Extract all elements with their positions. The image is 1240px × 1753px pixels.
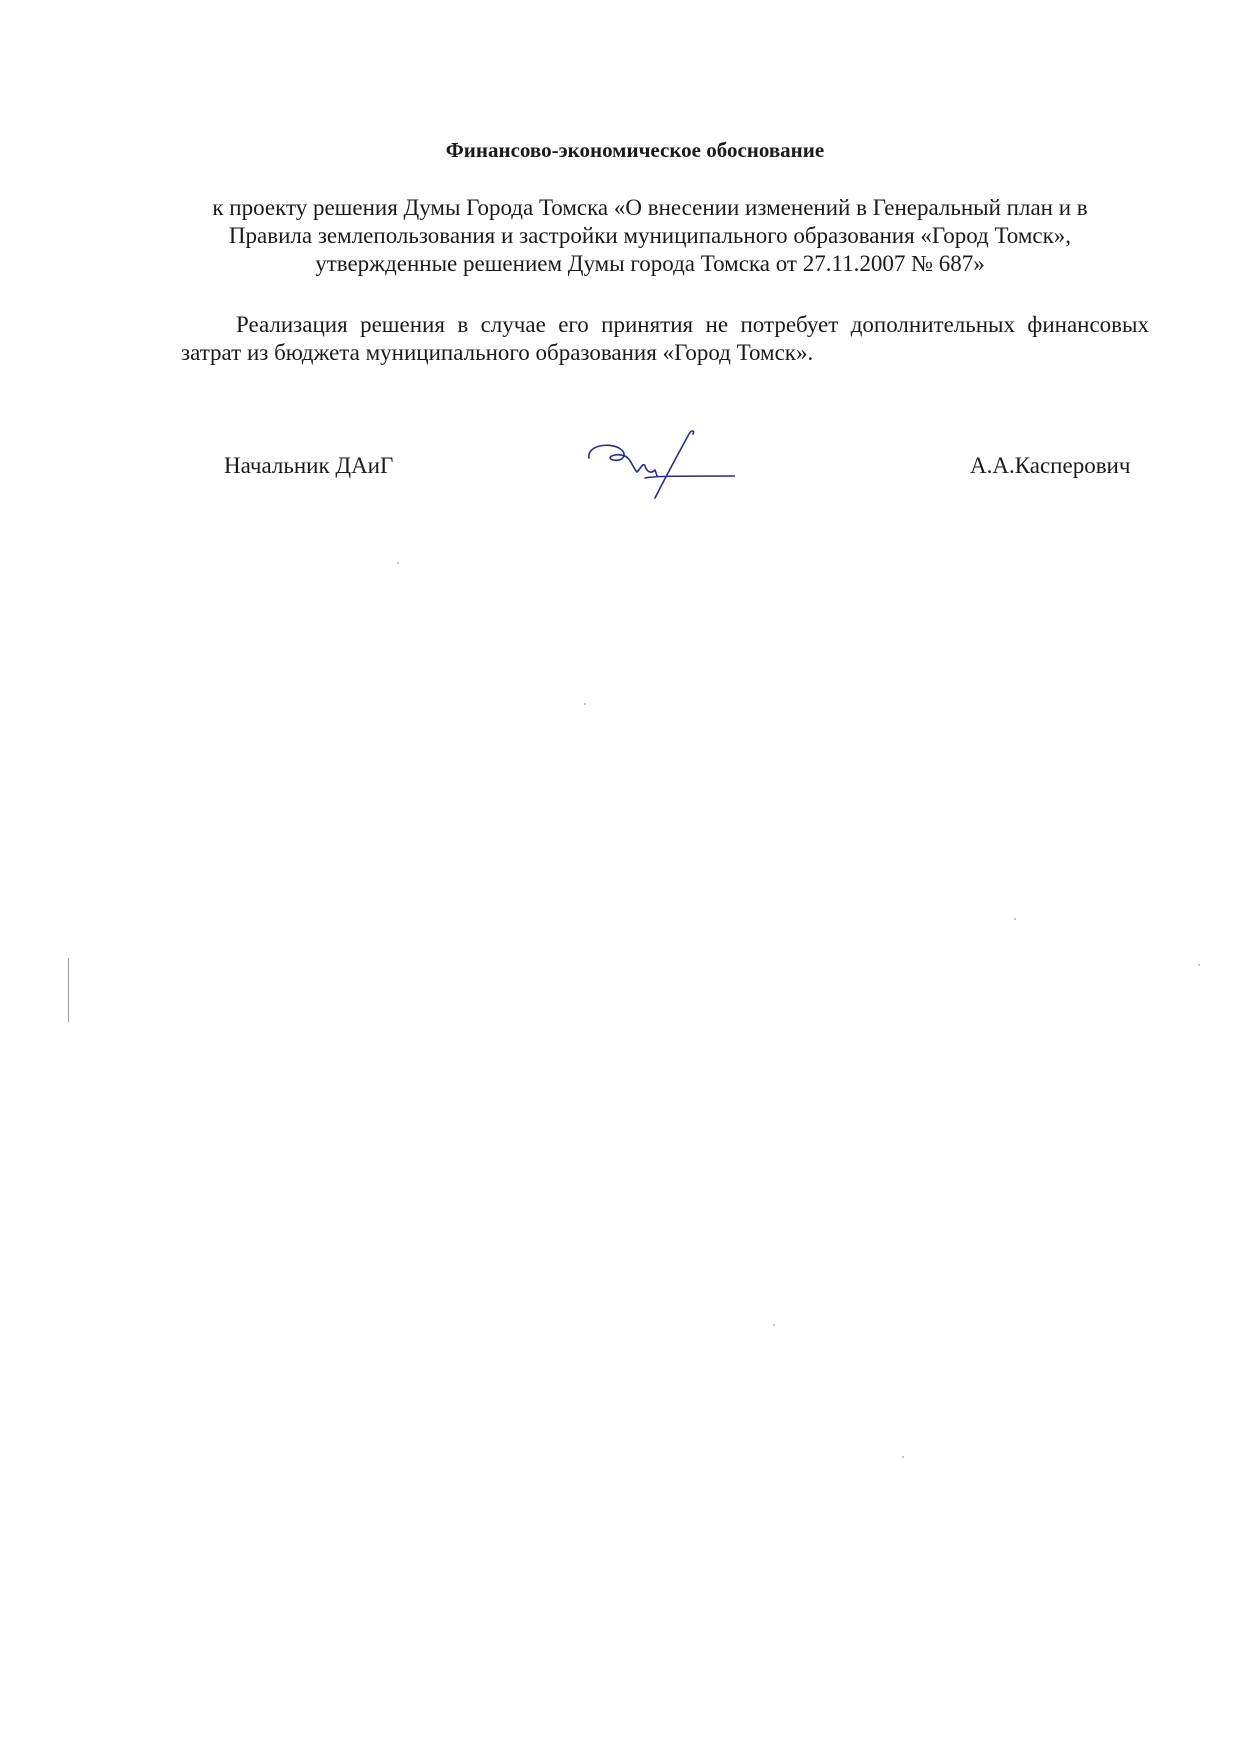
- scan-speck: [397, 562, 399, 564]
- signature-stroke: [589, 431, 735, 498]
- scan-speck: [1014, 918, 1016, 920]
- signer-name: А.А.Касперович: [970, 453, 1131, 478]
- document-subtitle: [180, 194, 1120, 278]
- signer-position: Начальник ДАиГ: [224, 453, 394, 478]
- scan-speck: [584, 703, 586, 705]
- body-paragraph: Реализация решения в случае его принятия не потребует дополнительных финансовых затрат из бюджета муниципального образования «Город Томск».: [181, 312, 1149, 365]
- document-title: Финансово-экономическое обоснование: [445, 138, 825, 162]
- scan-speck: [902, 1456, 904, 1458]
- scan-artifact-line: [68, 958, 69, 1022]
- subtitle-line: к проекту решения Думы Города Томска «О внесении изменений в Генеральный план и в: [212, 195, 1088, 220]
- subtitle-line: утвержденные решением Думы города Томска от 27.11.2007 № 687»: [315, 251, 985, 276]
- scan-speck: [1198, 964, 1200, 966]
- scan-speck: [773, 1324, 775, 1326]
- handwritten-signature: [585, 428, 735, 500]
- subtitle-line: Правила землепользования и застройки муниципального образования «Город Томск»,: [228, 223, 1072, 248]
